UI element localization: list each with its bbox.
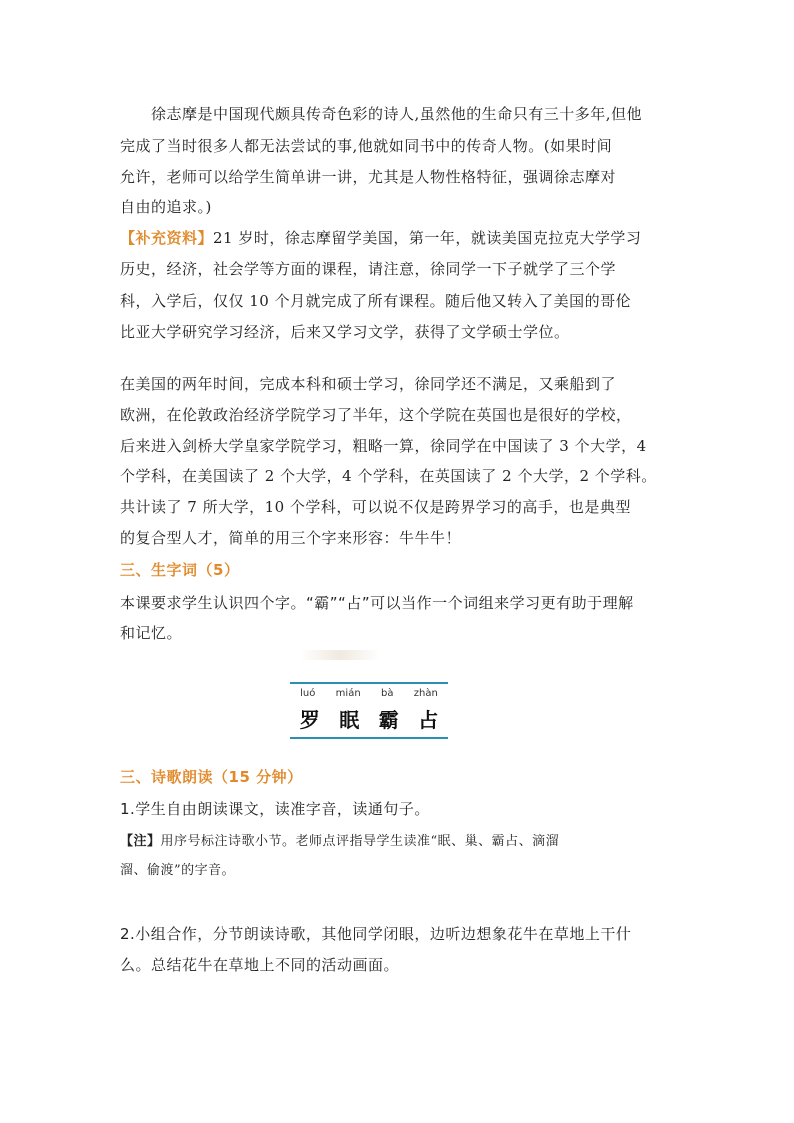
- pinyin-mian: mián: [335, 688, 361, 699]
- intro-line-2: 完成了当时很多人都无法尝试的事,他就如同书中的传奇人物。(如果时间: [120, 137, 613, 155]
- pinyin-ba: bà: [380, 688, 394, 699]
- para2-line-1: 在美国的两年时间，完成本科和硕士学习，徐同学还不满足，又乘船到了: [120, 375, 617, 393]
- decorative-smudge: [300, 650, 380, 660]
- supplement-tag: 【补充资料】: [120, 229, 214, 247]
- intro-line-3: 允许，老师可以给学生简单讲一讲，尤其是人物性格特征，强调徐志摩对: [120, 168, 617, 186]
- char-luo: 罗: [299, 708, 320, 732]
- para2-line-5: 共计读了 7 所大学，10 个学科，可以说不仅是跨界学习的高手，也是典型: [120, 498, 631, 516]
- para2-line-2: 欧洲，在伦敦政治经济学院学习了半年，这个学院在英国也是很好的学校，: [120, 406, 632, 424]
- reading-item-2-line-1: 2.小组合作，分节朗读诗歌，其他同学闭眼，边听边想象花牛在草地上干什: [120, 925, 632, 943]
- para2-line-3: 后来进入剑桥大学皇家学院学习，粗略一算，徐同学在中国读了 3 个大学，4: [120, 437, 647, 455]
- supplement-line-1: [120, 229, 641, 247]
- reading-item-2-line-2: 么。总结花牛在草地上不同的活动画面。: [120, 956, 400, 974]
- para2-line-6: 的复合型人才，简单的用三个字来形容：牛牛牛！: [120, 529, 462, 547]
- vocab-card-top-rule: [290, 682, 448, 684]
- char-mian: 眠: [339, 708, 360, 732]
- para2-line-4: 个学科，在美国读了 2 个大学，4 个学科，在英国读了 2 个大学，2 个学科。: [120, 467, 657, 485]
- supplement-line-4: 比亚大学研究学习经济，后来又学习文学，获得了文学硕士学位。: [120, 323, 570, 341]
- section-reading-heading: 三、诗歌朗读（15 分钟）: [120, 768, 303, 786]
- pinyin-zhan: zhàn: [413, 688, 438, 699]
- vocab-desc-line-2: 和记忆。: [120, 624, 183, 642]
- pinyin-luo: luó: [300, 688, 316, 699]
- note-tag: 【注】: [120, 834, 161, 849]
- intro-line-1: 徐志摩是中国现代颇具传奇色彩的诗人,虽然他的生命只有三十多年,但他: [120, 105, 643, 123]
- char-zhan: 占: [418, 708, 439, 732]
- section-vocab-heading: 三、生字词（5）: [120, 561, 240, 579]
- vocab-card-bottom-rule: [290, 737, 448, 739]
- note-text-1: 用序号标注诗歌小节。老师点评指导学生读准“眠、巢、霸占、滴溜: [160, 834, 560, 849]
- supplement-line-2: 历史，经济，社会学等方面的课程，请注意，徐同学一下子就学了三个学: [120, 260, 617, 278]
- vocab-char-row: [290, 704, 448, 733]
- reading-note-line-2: 溜、偷渡”的字音。: [120, 863, 236, 878]
- vocab-card: [290, 682, 448, 740]
- supplement-first-line: 21 岁时，徐志摩留学美国，第一年，就读美国克拉克大学学习: [213, 229, 642, 247]
- intro-line-4: 自由的追求。): [120, 198, 212, 216]
- reading-item-1: 1.学生自由朗读课文，读准字音，读通句子。: [120, 800, 430, 818]
- vocab-desc-line-1: 本课要求学生认识四个字。“霸”“占”可以当作一个词组来学习更有助于理解: [120, 594, 634, 612]
- char-ba: 霸: [378, 708, 399, 732]
- supplement-line-3: 科，入学后，仅仅 10 个月就完成了所有课程。随后他又转入了美国的哥伦: [120, 292, 632, 310]
- reading-note-line-1: [120, 833, 559, 851]
- vocab-pinyin-row: [290, 688, 448, 699]
